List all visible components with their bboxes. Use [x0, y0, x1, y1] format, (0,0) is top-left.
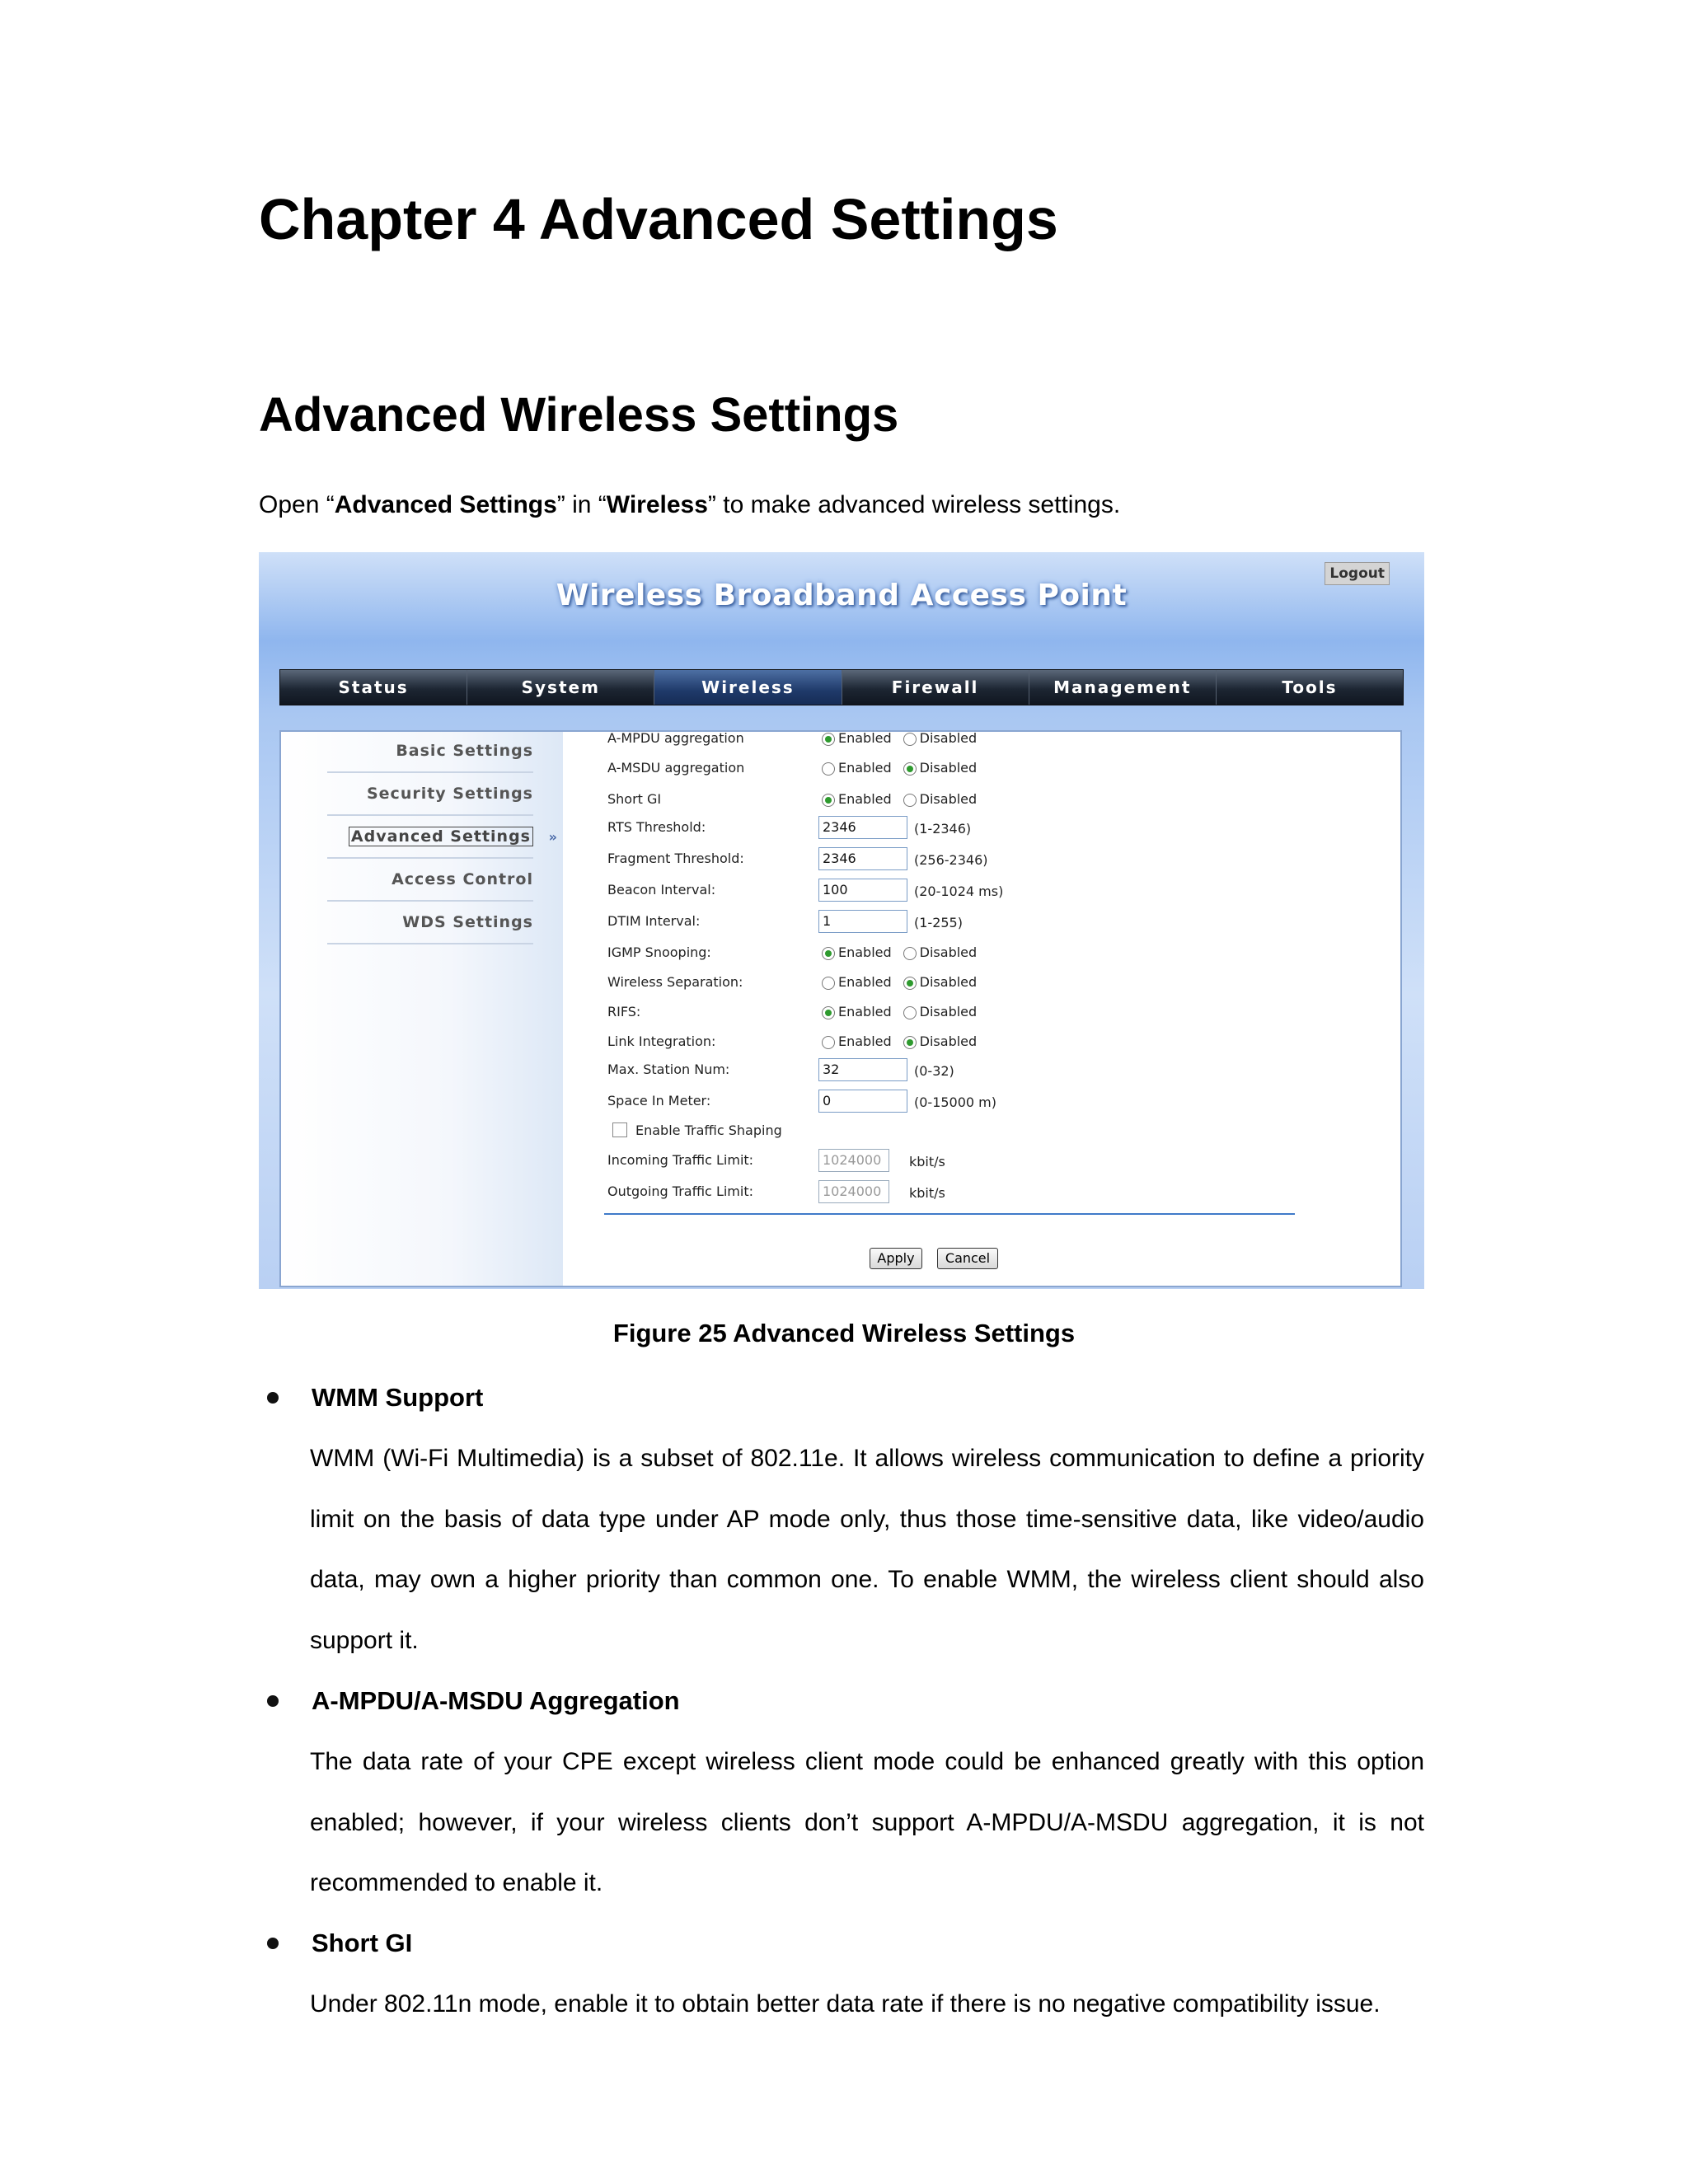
bullet-heading-short-gi: Short GI — [312, 1929, 413, 1957]
igmp-enabled-radio[interactable] — [822, 947, 835, 960]
max-station-hint: (0-32) — [914, 1063, 954, 1079]
bullet-text-wmm: WMM (Wi-Fi Multimedia) is a subset of 802.11e. It allows wireless communication to define a priority limit on the basis of data type under AP mode only, thus those time-sensitive data, like video/audio data, may own a higher priority than common one. To enable WMM, the wireless client should also support it. — [310, 1445, 1424, 1654]
bullet-text-short-gi: Under 802.11n mode, enable it to obtain better data rate if there is no negative compatibility issue. — [310, 1990, 1381, 2018]
dtim-hint: (1-255) — [914, 915, 963, 930]
short-gi-disabled-radio[interactable] — [903, 794, 917, 807]
traffic-shaping-checkbox[interactable] — [612, 1122, 627, 1137]
sidebar-item-basic-settings[interactable]: Basic Settings — [327, 732, 533, 773]
content-panel: Basic Settings Security Settings Advanced Settings » Access Control WDS Settings A-MPDU aggregation Enabled Disabled A-MSDU aggregation Enabled Disabled Short GI Enabled Disabled RTS Threshold: 2346 (1-2346) Fragment Threshold: 2346 (256-2346) Beacon Interval: 100 (20-1024 ms) DTIM Interval: 1 (1-255) IGMP Snooping: Enabled Disabled Wireless Separation: Enabled Disabled RIFS: Enabled Disabled Link Integration: Enabled Disabled Max. Station Num: 32 (0-32) Space In Meter: 0 (0-15000 m) Enable Traffic Shaping Incoming Traffic Limit: 1024000 kbit/s Outgoing Traffic Limit: 1024000 kbit/s Apply Cancel — [279, 730, 1402, 1287]
main-nav — [279, 669, 1404, 705]
short-gi-enabled-radio[interactable] — [822, 794, 835, 807]
intro-text: Open “Advanced Settings” in “Wireless” to make advanced wireless settings. — [259, 491, 1121, 518]
dtim-interval-input[interactable]: 1 — [818, 910, 907, 933]
sidebar — [281, 732, 563, 1286]
form-divider — [604, 1213, 1295, 1215]
screenshot-figure — [259, 552, 1424, 1289]
nav-tab-wireless[interactable]: Wireless — [654, 670, 842, 705]
link-disabled-radio[interactable] — [903, 1036, 917, 1049]
wsep-disabled-radio[interactable] — [903, 977, 917, 990]
ampdu-disabled-radio[interactable] — [903, 733, 917, 746]
traffic-shaping-label: Enable Traffic Shaping — [635, 1122, 782, 1138]
incoming-unit: kbit/s — [909, 1154, 945, 1169]
ampdu-label: A-MPDU aggregation — [607, 730, 744, 746]
max-station-label: Max. Station Num: — [607, 1062, 730, 1077]
amsdu-enabled-radio[interactable] — [822, 762, 835, 776]
rifs-disabled-radio[interactable] — [903, 1006, 917, 1019]
link-enabled-radio[interactable] — [822, 1036, 835, 1049]
cancel-button[interactable]: Cancel — [937, 1248, 998, 1269]
figure-caption: Figure 25 Advanced Wireless Settings — [612, 1319, 1076, 1347]
fragment-label: Fragment Threshold: — [607, 851, 744, 866]
rts-threshold-input[interactable]: 2346 — [818, 816, 907, 839]
igmp-label: IGMP Snooping: — [607, 944, 711, 960]
bullet-icon — [267, 1695, 279, 1707]
rts-label: RTS Threshold: — [607, 819, 706, 835]
max-station-input[interactable]: 32 — [818, 1058, 907, 1081]
nav-tab-status[interactable]: Status — [280, 670, 467, 705]
apply-button[interactable]: Apply — [870, 1248, 922, 1269]
sidebar-item-advanced-settings[interactable]: Advanced Settings » — [327, 818, 533, 859]
fragment-threshold-input[interactable]: 2346 — [818, 847, 907, 870]
incoming-limit-input[interactable]: 1024000 — [818, 1149, 889, 1172]
bullet-icon — [267, 1392, 279, 1404]
nav-tab-firewall[interactable]: Firewall — [842, 670, 1029, 705]
incoming-label: Incoming Traffic Limit: — [607, 1152, 754, 1168]
outgoing-label: Outgoing Traffic Limit: — [607, 1183, 753, 1199]
chapter-title: Chapter 4 Advanced Settings — [259, 187, 1058, 251]
sidebar-item-security-settings[interactable]: Security Settings — [327, 775, 533, 816]
outgoing-limit-input[interactable]: 1024000 — [818, 1180, 889, 1203]
rts-hint: (1-2346) — [914, 821, 972, 837]
rifs-enabled-radio[interactable] — [822, 1006, 835, 1019]
beacon-interval-input[interactable]: 100 — [818, 879, 907, 902]
dtim-label: DTIM Interval: — [607, 913, 701, 929]
rifs-label: RIFS: — [607, 1004, 641, 1019]
double-chevron-right-icon: » — [548, 829, 558, 845]
ampdu-enabled-radio[interactable] — [822, 733, 835, 746]
wsep-enabled-radio[interactable] — [822, 977, 835, 990]
amsdu-disabled-radio[interactable] — [903, 762, 917, 776]
bullet-text-aggregation: The data rate of your CPE except wireless client mode could be enhanced greatly with this option enabled; however, if your wireless clients don’t support A-MPDU/A-MSDU aggregation, it is not recommended to enable it. — [310, 1748, 1424, 1896]
amsdu-label: A-MSDU aggregation — [607, 760, 745, 776]
beacon-hint: (20-1024 ms) — [914, 883, 1004, 899]
section-title: Advanced Wireless Settings — [259, 388, 899, 442]
sidebar-item-wds-settings[interactable]: WDS Settings — [327, 903, 533, 944]
space-label: Space In Meter: — [607, 1093, 711, 1108]
app-title: Wireless Broadband Access Point — [556, 579, 1128, 612]
nav-tab-system[interactable]: System — [467, 670, 654, 705]
sidebar-item-access-control[interactable]: Access Control — [327, 860, 533, 902]
nav-tab-management[interactable]: Management — [1029, 670, 1217, 705]
space-hint: (0-15000 m) — [914, 1094, 997, 1110]
link-integration-label: Link Integration: — [607, 1033, 716, 1049]
beacon-label: Beacon Interval: — [607, 882, 716, 898]
bullet-icon — [267, 1938, 279, 1949]
nav-tab-tools[interactable]: Tools — [1282, 677, 1338, 697]
bullet-heading-wmm: WMM Support — [312, 1383, 484, 1412]
fragment-hint: (256-2346) — [914, 852, 988, 868]
short-gi-label: Short GI — [607, 791, 662, 807]
igmp-disabled-radio[interactable] — [903, 947, 917, 960]
bullet-heading-aggregation: A-MPDU/A-MSDU Aggregation — [312, 1686, 680, 1715]
logout-button[interactable]: Logout — [1325, 562, 1390, 585]
outgoing-unit: kbit/s — [909, 1185, 945, 1201]
wireless-separation-label: Wireless Separation: — [607, 974, 743, 990]
space-in-meter-input[interactable]: 0 — [818, 1090, 907, 1113]
